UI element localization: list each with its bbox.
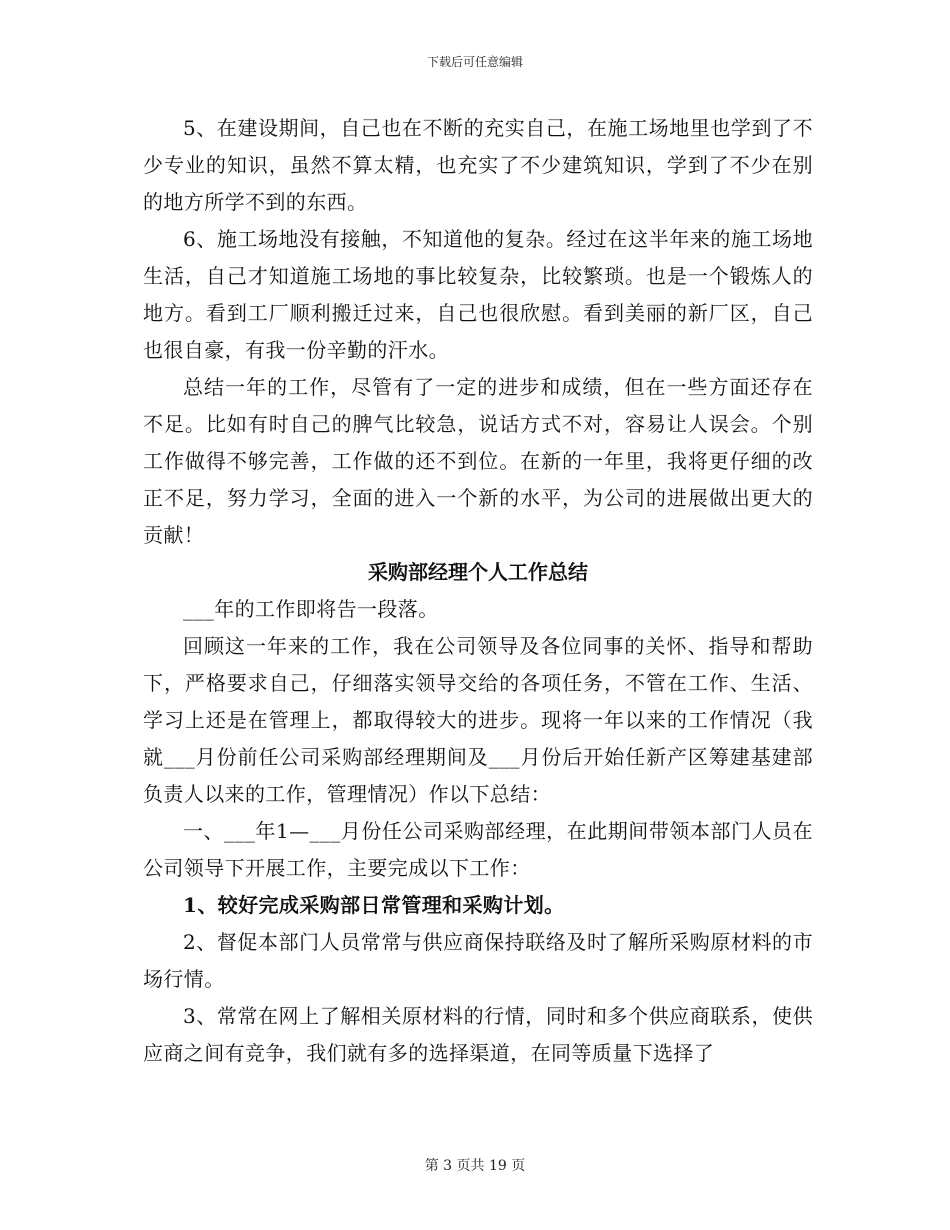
paragraph-task-3: 3、常常在网上了解相关原材料的行情，同时和多个供应商联系，使供应商之间有竞争，我们就有多的选择渠道，在同等质量下选择了 xyxy=(143,1004,813,1065)
paragraph-task-1: 1、较好完成采购部日常管理和采购计划。 xyxy=(183,893,565,917)
paragraph-intro: ___年的工作即将告一段落。 xyxy=(183,597,439,621)
paragraph-item-6: 6、施工场地没有接触，不知道他的复杂。经过在这半年来的施工场地生活，自己才知道施工场地的事比较复杂，比较繁琐。也是一个锻炼人的地方。看到工厂顺利搬迁过来，自己也很欣慰。看到美丽的新厂区，自己也很自豪，有我一份辛勤的汗水。 xyxy=(143,227,813,362)
paragraph-section-one: 一、___年1—___月份任公司采购部经理，在此期间带领本部门人员在公司领导下开展工作，主要完成以下工作： xyxy=(143,819,813,880)
section-title: 采购部经理个人工作总结 xyxy=(368,560,588,584)
paragraph-summary: 总结一年的工作，尽管有了一定的进步和成绩，但在一些方面还存在不足。比如有时自己的脾气比较急，说话方式不对，容易让人误会。个别工作做得不够完善，工作做的还不到位。在新的一年里，我将更仔细的改正不足，努力学习，全面的进入一个新的水平，为公司的进展做出更大的贡献！ xyxy=(143,375,813,547)
document-body xyxy=(143,110,813,1072)
paragraph-review: 回顾这一年来的工作，我在公司领导及各位同事的关怀、指导和帮助下，严格要求自己，仔细落实领导交给的各项任务，不管在工作、生活、学习上还是在管理上，都取得较大的进步。现将一年以来的工作情况（我就___月份前任公司采购部经理期间及___月份后开始任新产区筹建基建部负责人以来的工作，管理情况）作以下总结： xyxy=(143,634,813,806)
paragraph-task-2: 2、督促本部门人员常常与供应商保持联络及时了解所采购原材料的市场行情。 xyxy=(143,930,813,991)
page-number: 第 3 页共 19 页 xyxy=(424,1158,526,1174)
paragraph-item-5: 5、在建设期间，自己也在不断的充实自己，在施工场地里也学到了不少专业的知识，虽然不算太精，也充实了不少建筑知识，学到了不少在别的地方所学不到的东西。 xyxy=(143,116,813,214)
page-header: 下载后可任意编辑 xyxy=(426,55,523,69)
